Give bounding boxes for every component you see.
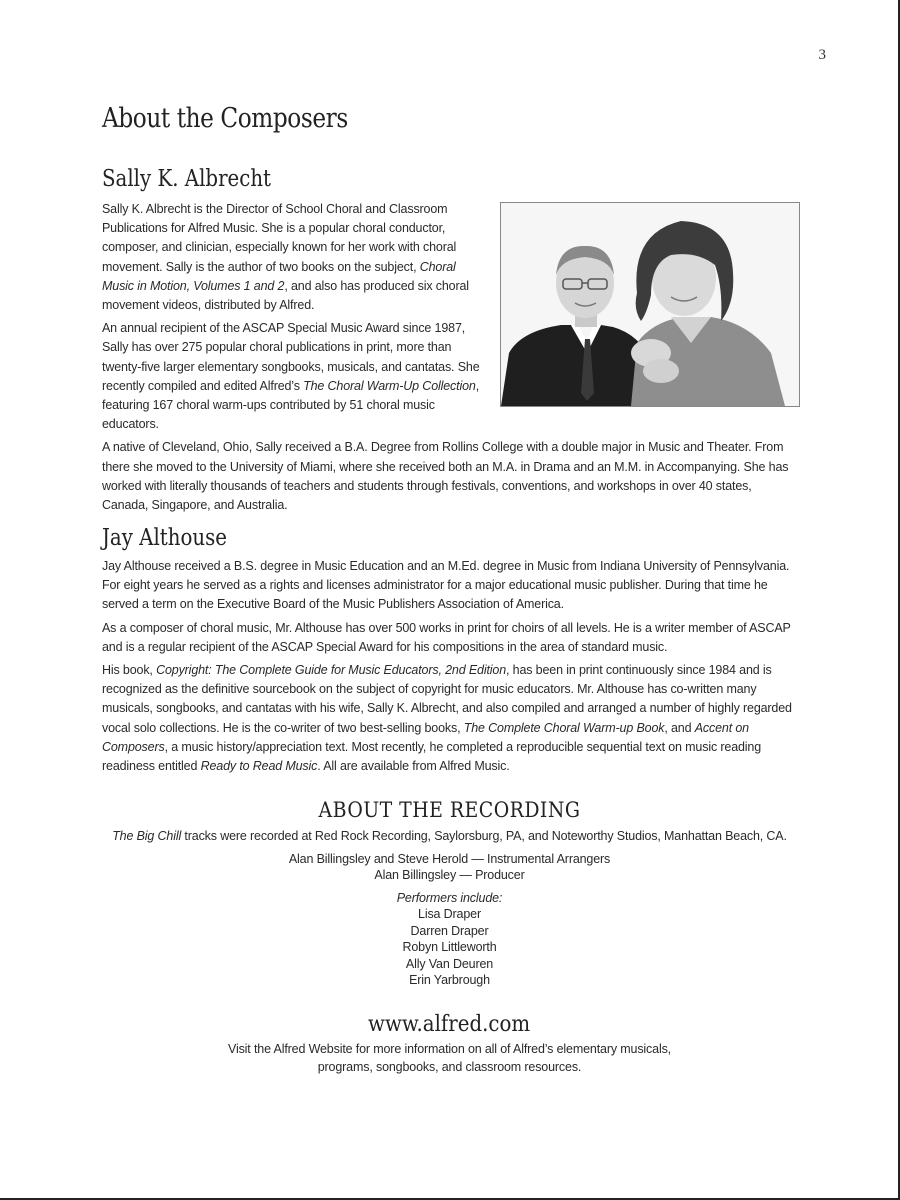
performer-item: Ally Van Deuren	[405, 956, 494, 971]
composers-photo	[500, 202, 800, 407]
recording-credit-arrangers: Alan Billingsley and Steve Herold — Instrumental Arrangers	[288, 851, 611, 866]
performer-item: Robyn Littleworth	[402, 940, 497, 954]
website-url: www.alfred.com	[368, 1012, 531, 1037]
about-recording-heading: ABOUT THE RECORDING	[318, 798, 581, 822]
jay-althouse-section	[102, 525, 797, 780]
sally-bio-paragraph-1: Sally K. Albrecht is the Director of School Choral and Classroom Publications for Alfred Music. She is a popular choral conductor, composer, and clinician, especially known for her work with choral movement. Sally is the author of two books on the subject, Choral Music in Motion, Volumes 1 and 2, and also has produced six choral movement videos, distributed by Alfred.	[102, 202, 469, 313]
sally-bio-paragraph-2: An annual recipient of the ASCAP Special Music Award since 1987, Sally has over 275 popular choral publications in print, more than twenty-five larger elementary songbooks, musicals, and cantatas. She recently compiled and edited Alfred’s The Choral Warm-Up Collection, featuring 167 choral warm-ups contributed by 51 choral music educators.	[102, 321, 480, 432]
website-section	[102, 1012, 797, 1076]
website-description: Visit the Alfred Website for more information on all of Alfred’s elementary musicals, programs, songbooks, and classroom resources.	[227, 1042, 671, 1074]
jay-bio-paragraph-1: Jay Althouse received a B.S. degree in Music Education and an M.Ed. degree in Music from Indiana University of Pennsylvania. For eight years he served as a rights and licenses administrator for a major educational music publisher. During that time he served a term on the Executive Board of the Music Publishers Association of America.	[102, 559, 790, 612]
jay-bio-paragraph-2: As a composer of choral music, Mr. Althouse has over 500 works in print for choirs of all levels. He is a writer member of ASCAP and is a regular recipient of the ASCAP Special Award for his compositions in the area of standard music.	[102, 620, 791, 654]
performer-item: Erin Yarbrough	[409, 973, 490, 987]
jay-bio-paragraph-3: His book, Copyright: The Complete Guide for Music Educators, 2nd Edition, has been in print continuously since 1984 and is recognized as the definitive sourcebook on the subject of copyright for music educators. Mr. Althouse has co-written many musicals, songbooks, and cantatas with his wife, Sally K. Albrecht, and also compiled and arranged a number of highly regarded vocal solo collections. He is the co-writer of two best-selling books, The Complete Choral Warm-up Book, and Accent on Composers, a music history/appreciation text. Most recently, he completed a reproducible sequential text on music reading readiness entitled Ready to Read Music. All are available from Alfred Music.	[102, 663, 792, 774]
recording-credit-producer: Alan Billingsley — Producer	[374, 868, 525, 882]
jay-althouse-heading: Jay Althouse	[102, 525, 227, 551]
sally-bio-paragraph-3: A native of Cleveland, Ohio, Sally received a B.A. Degree from Rollins College with a double major in Music and Theater. From there she moved to the University of Miami, where she received both an M.A. in Drama and an M.M. in Accompanying. She has worked with literally thousands of teachers and students through festivals, conventions, and workshops in over 40 states, Canada, Singapore, and Australia.	[102, 440, 789, 513]
sally-albrecht-section	[102, 166, 797, 519]
about-recording-section	[102, 798, 797, 989]
performer-item: Darren Draper	[410, 923, 489, 938]
page-number: 3	[818, 47, 826, 63]
performers-heading: Performers include:	[396, 890, 503, 905]
sally-albrecht-heading: Sally K. Albrecht	[102, 166, 272, 192]
recording-intro: The Big Chill tracks were recorded at Red Rock Recording, Saylorsburg, PA, and Noteworthy Studios, Manhattan Beach, CA.	[112, 829, 787, 843]
performer-item: Lisa Draper	[418, 907, 481, 921]
page-title: About the Composers	[102, 103, 348, 134]
